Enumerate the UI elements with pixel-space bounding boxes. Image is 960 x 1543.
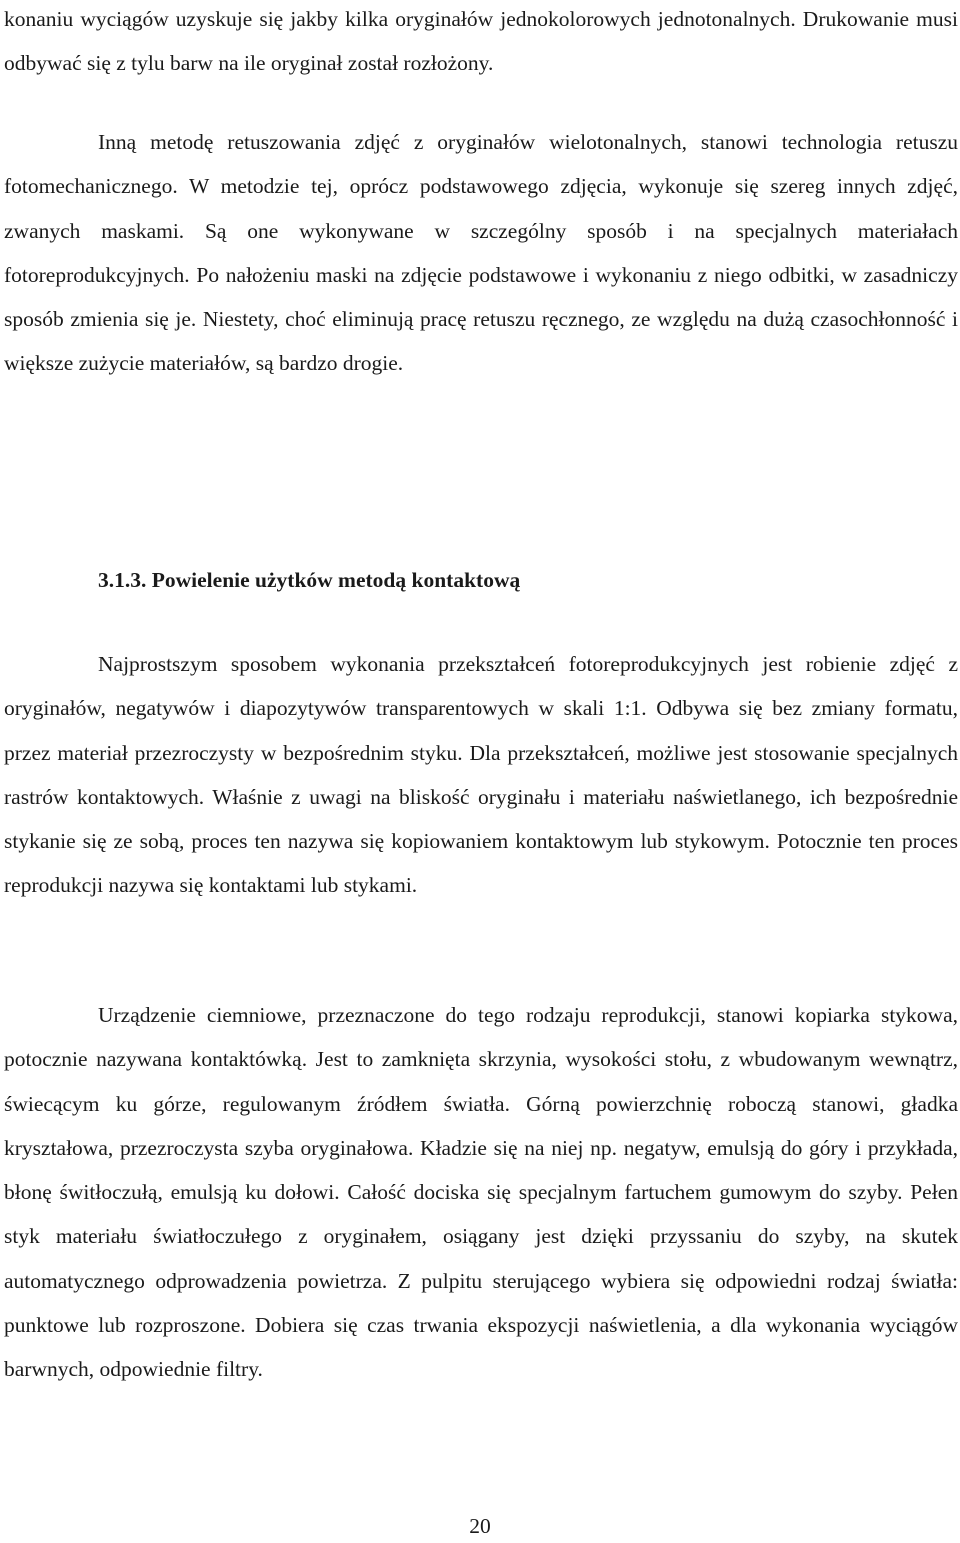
paragraph-contact-copying: Najprostszym sposobem wykonania przekształceń fotoreprodukcyjnych jest robienie zdjęć z oryginałów, negatywów i diapozytywów transparentowych w skali 1:1. Odbywa się bez zmiany formatu, przez materiał przezroczysty w bezpośrednim styku. Dla przekształceń, możliwe jest stosowanie specjalnych rastrów kontaktowych. Właśnie z uwagi na bliskość oryginału i materiału naświetlanego, ich bezpośrednie stykanie się ze sobą, proces ten nazywa się kopiowaniem kontaktowym lub stykowym. Potocznie ten proces reprodukcji nazywa się kontaktami lub stykami. (4, 652, 958, 898)
section-heading: 3.1.3. Powielenie użytków metodą kontaktową (98, 568, 521, 592)
paragraph-contact-printer: Urządzenie ciemniowe, przeznaczone do tego rodzaju reprodukcji, stanowi kopiarka stykowa, potocznie nazywana kontaktówką. Jest to zamknięta skrzynia, wysokości stołu, z wbudowanym wewnątrz, świecącym ku górze, regulowanym źródłem światła. Górną powierzchnię roboczą stanowi, gładka kryształowa, przezroczysta szyba oryginałowa. Kładzie się na niej np. negatyw, emulsją do góry i przykłada, błonę świtłoczułą, emulsją ku dołowi. Całość dociska się specjalnym fartuchem gumowym do szyby. Pełen styk materiału światłoczułego z oryginałem, osiągany jest dzięki przyssaniu do szyby, na skutek automatycznego odprowadzenia powietrza. Z pulpitu sterującego wybiera się odpowiedni rodzaj światła: punktowe lub rozproszone. Dobiera się czas trwania ekspozycji naświetlenia, a dla wykonania wyciągów barwnych, odpowiednie filtry. (4, 1003, 958, 1382)
page-number: 20 (469, 1514, 491, 1538)
paragraph-continuation: konaniu wyciągów uzyskuje się jakby kilka oryginałów jednokolorowych jednotonalnych. Drukowanie musi odbywać się z tylu barw na ile oryginał został rozłożony. (4, 7, 958, 76)
paragraph-retouching: Inną metodę retuszowania zdjęć z oryginałów wielotonalnych, stanowi technologia retuszu fotomechanicznego. W metodzie tej, oprócz podstawowego zdjęcia, wykonuje się szereg innych zdjęć, zwanych maskami. Są one wykonywane w szczególny sposób i na specjalnych materiałach fotoreprodukcyjnych. Po nałożeniu maski na zdjęcie podstawowe i wykonaniu z niego odbitki, w zasadniczy sposób zmienia się je. Niestety, choć eliminują pracę retuszu ręcznego, ze względu na dużą czasochłonność i większe zużycie materiałów, są bardzo drogie. (4, 130, 958, 376)
